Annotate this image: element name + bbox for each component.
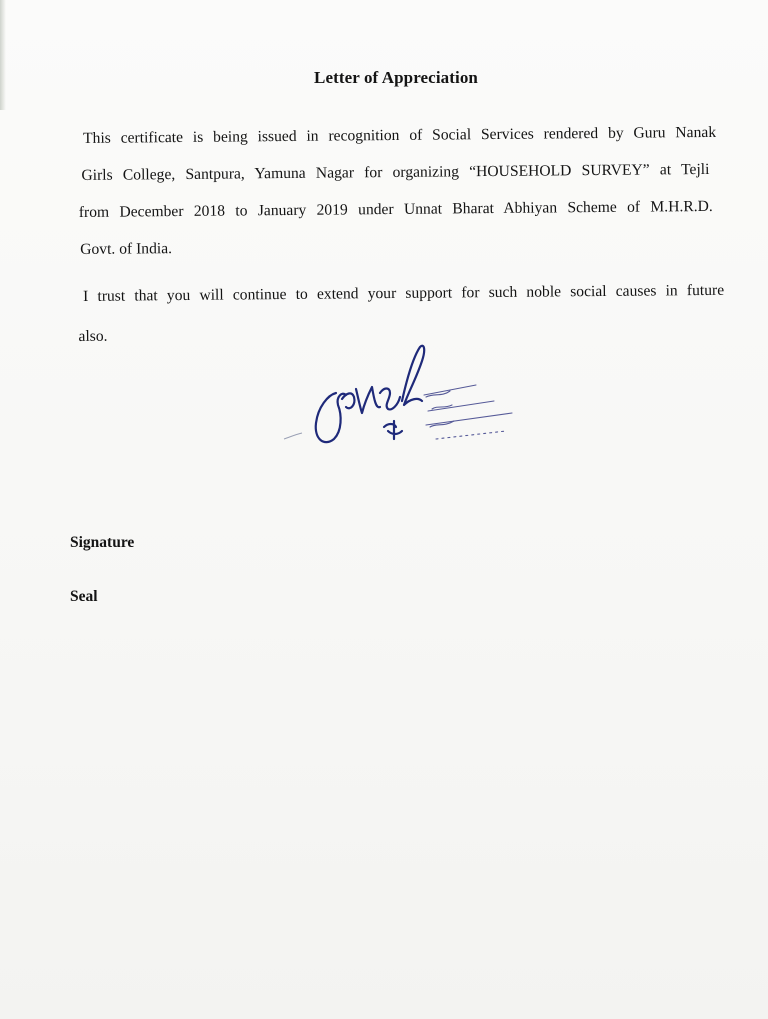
- letter-title: Letter of Appreciation: [314, 68, 478, 87]
- seal-label: Seal: [70, 588, 98, 605]
- scan-edge-shadow: [0, 0, 6, 110]
- handwritten-signature: [316, 346, 424, 442]
- stamp-marks: [424, 385, 512, 439]
- paragraph1-line-2: Girls College, Santpura, Yamuna Nagar for organizing “HOUSEHOLD SURVEY” at Tejli: [81, 160, 710, 184]
- paragraph2-line-2: also.: [78, 327, 108, 345]
- recognition-paragraph: [78, 122, 719, 276]
- paragraph2-line-1: I trust that you will continue to extend your support for such noble social causes in future: [83, 281, 725, 305]
- signature-label: Signature: [70, 534, 135, 551]
- paragraph1-line-1: This certificate is being issued in recognition of Social Services rendered by Guru Nanak: [83, 123, 717, 147]
- paragraph1-line-3: from December 2018 to January 2019 under Unnat Bharat Abhiyan Scheme of M.H.R.D.: [78, 197, 713, 221]
- faint-pencil-stroke: [284, 433, 302, 439]
- paragraph1-line-4: Govt. of India.: [80, 240, 173, 258]
- handwritten-signature-and-stamp: [276, 335, 526, 465]
